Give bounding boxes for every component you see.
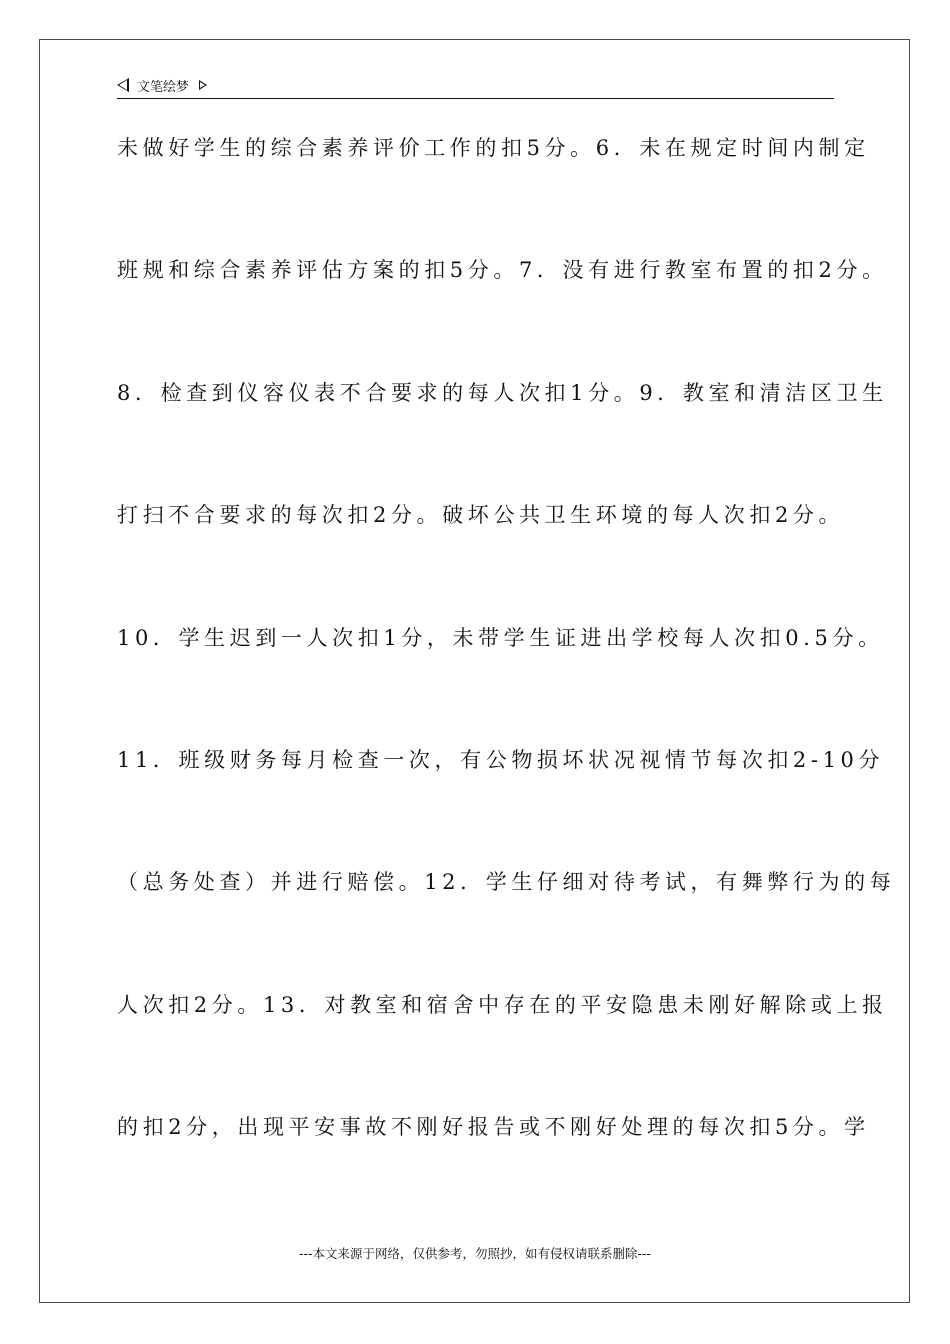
body-line: 打扫不合要求的每次扣2分。破坏公共卫生环境的每人次扣2分。 (117, 503, 845, 528)
page-footer: ---本文来源于网络，仅供参考，勿照抄，如有侵权请联系删除--- (298, 1246, 652, 1261)
body-line: 8．检查到仪容仪表不合要求的每人次扣1分。9．教室和清洁区卫生 (117, 380, 888, 405)
triangle-left-icon (117, 78, 129, 92)
page-header (117, 73, 207, 97)
body-line: 未做好学生的综合素养评价工作的扣5分。6．未在规定时间内制定 (117, 136, 870, 160)
body-line: 人次扣2分。13．对教室和宿舍中存在的平安隐患未刚好解除或上报 (117, 992, 888, 1017)
header-divider (117, 98, 834, 99)
body-line: 的扣2分，出现平安事故不刚好报告或不刚好处理的每次扣5分。学 (117, 1115, 870, 1140)
body-line: （总务处查）并进行赔偿。12．学生仔细对待考试，有舞弊行为的每 (117, 870, 896, 895)
header-title: 文笔绘梦 (137, 79, 190, 95)
body-line: 11．班级财务每月检查一次，有公物损坏状况视情节每次扣2-10分 (117, 747, 885, 772)
triangle-right-icon (199, 80, 207, 90)
body-line: 10．学生迟到一人次扣1分，未带学生证进出学校每人次扣0.5分。 (117, 625, 884, 650)
body-line: 班规和综合素养评估方案的扣5分。7．没有进行教室布置的扣2分。 (117, 258, 888, 283)
document-body (117, 126, 896, 1228)
